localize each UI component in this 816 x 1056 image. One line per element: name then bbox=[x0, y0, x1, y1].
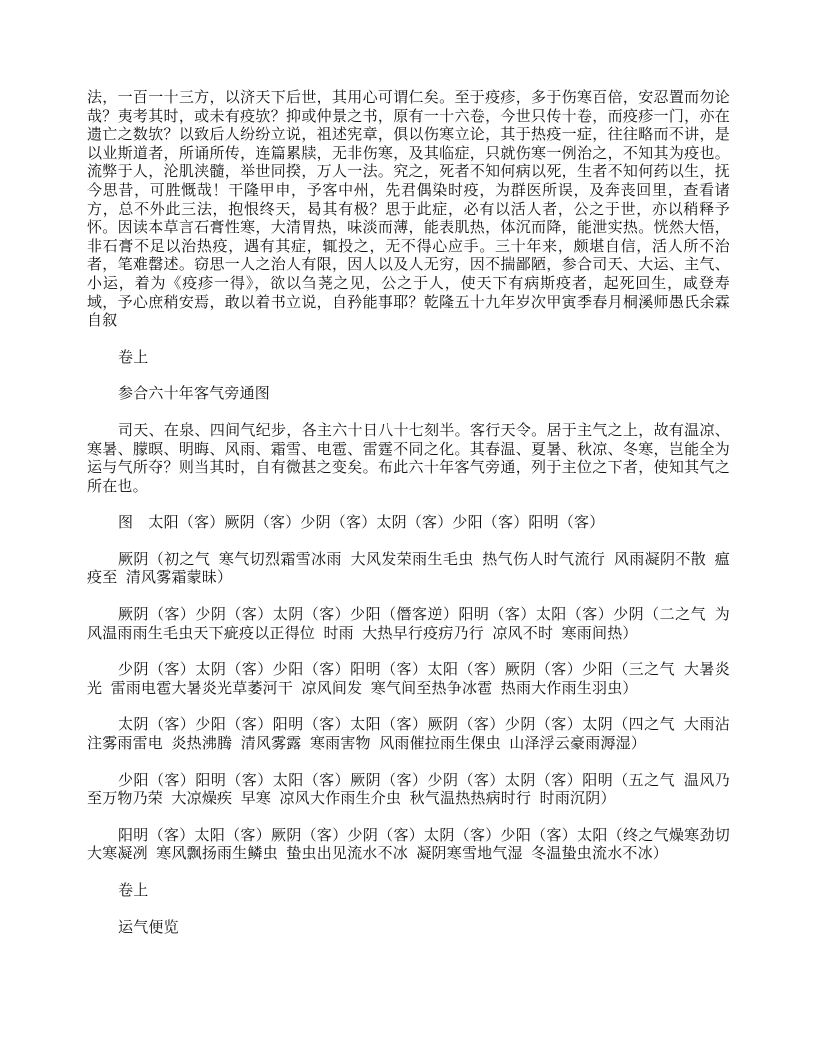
section-title-keqi-chart: 参合六十年客气旁通图 bbox=[118, 386, 271, 403]
chart-row-third-qi: 少阴（客）太阴（客）少阳（客）阳明（客）太阳（客）厥阴（客）少阳（三之气 大暑炎光 雷雨电雹大暑炎光草萎河干 凉风间发 寒气间至热争冰雹 热雨大作雨生羽虫） bbox=[87, 662, 730, 697]
intro-paragraph: 司天、在泉、四间气纪步，各主六十日八十七刻半。客行天令。居于主气之上，故有温凉、寒暑、朦暝、明晦、风雨、霜雪、电雹、雷霆不同之化。其春温、夏暑、秋凉、冬寒，岂能全为运与气所夺？则当其时，自有微甚之变矣。布此六十年客气旁通，列于主位之下者，使知其气之所在也。 bbox=[87, 422, 730, 495]
chart-row-fourth-qi: 太阴（客）少阳（客）阳明（客）太阳（客）厥阴（客）少阴（客）太阴（四之气 大雨沾注雾雨雷电 炎热沸腾 清风雾露 寒雨害物 风雨催拉雨生倮虫 山泽浮云豪雨溽湿） bbox=[87, 717, 730, 753]
volume-heading-repeat: 卷上 bbox=[118, 883, 149, 899]
preface-paragraph: 法，一百一十三方，以济天下后世，其用心可谓仁矣。至于疫疹，多于伤寒百倍，安忍置而勿论哉？夷考其时，或未有疫欤？抑或仲景之书，原有一十六卷，今世只传十卷，而疫疹一门，亦在遗亡之数欤？以致后人纷纷立说，祖述宪章，俱以伤寒立论，其于热疫一症，往往略而不讲，是以业斯道者，所诵所传，连篇累牍，无非伤寒，及其临症，只就伤寒一例治之，不知其为疫也。流弊于人，沦肌浃髓，举世同揆，万人一法。究之，死者不知何病以死，生者不知何药以生，抚今思昔，可胜慨哉！干隆甲申，予客中州，先君偶染时疫，为群医所误，及奔丧回里，查看诸方，总不外此三法，抱恨终天，曷其有极？思于此症，必有以活人者，公之于世，亦以稍释予怀。因读本草言石膏性寒，大清胃热，味淡而薄，能表肌热，体沉而降，能泄实热。恍然大悟，非石膏不足以治热疫，遇有其症，辄投之，无不得心应手。三十年来，颇堪自信，活人所不治者，笔难罄述。窃思一人之治人有限，因人以及人无穷，因不揣鄙陋，参合司天、大运、主气、小运，着为《疫疹一得》，欲以刍荛之见，公之于人，使天下有病斯疫者，起死回生，咸登寿域，予心庶稍安焉，敢以着书立说，自矜能事耶？乾隆五十九年岁次甲寅季春月桐溪师愚氏余霖自叙 bbox=[87, 90, 730, 330]
volume-heading: 卷上 bbox=[118, 349, 149, 366]
chart-row-final-qi: 阳明（客）太阳（客）厥阴（客）少阴（客）太阴（客）少阳（客）太阳（终之气燥寒劲切 大寒凝冽 寒风飘扬雨生鳞虫 蛰虫出见流水不冰 凝阴寒雪地气湿 冬温蛰虫流水不冰） bbox=[87, 827, 739, 863]
chart-header-row: 图 太阳（客）厥阴（客）少阴（客）太阴（客）少阳（客）阳明（客） bbox=[118, 515, 605, 532]
chart-row-fifth-qi: 少阳（客）阳明（客）太阳（客）厥阴（客）少阴（客）太阴（客）阳明（五之气 温风乃至万物乃荣 大凉燥疾 早寒 凉风大作雨生介虫 秋气温热热病时行 时雨沉阴） bbox=[87, 772, 730, 808]
chart-row-initial-qi: 厥阴（初之气 寒气切烈霜雪冰雨 大风发荣雨生毛虫 热气伤人时气流行 风雨凝阴不散 瘟疫至 清风雾霜蒙昧） bbox=[87, 551, 730, 587]
section-title-yunqi-bianlan: 运气便览 bbox=[118, 919, 179, 936]
chart-row-second-qi: 厥阴（客）少阴（客）太阴（客）少阳（僭客逆）阳明（客）太阳（客）少阴（二之气 为风温雨雨生毛虫天下疵疫以正得位 时雨 大热早行疫疠乃行 凉风不时 寒雨间热） bbox=[87, 607, 730, 642]
